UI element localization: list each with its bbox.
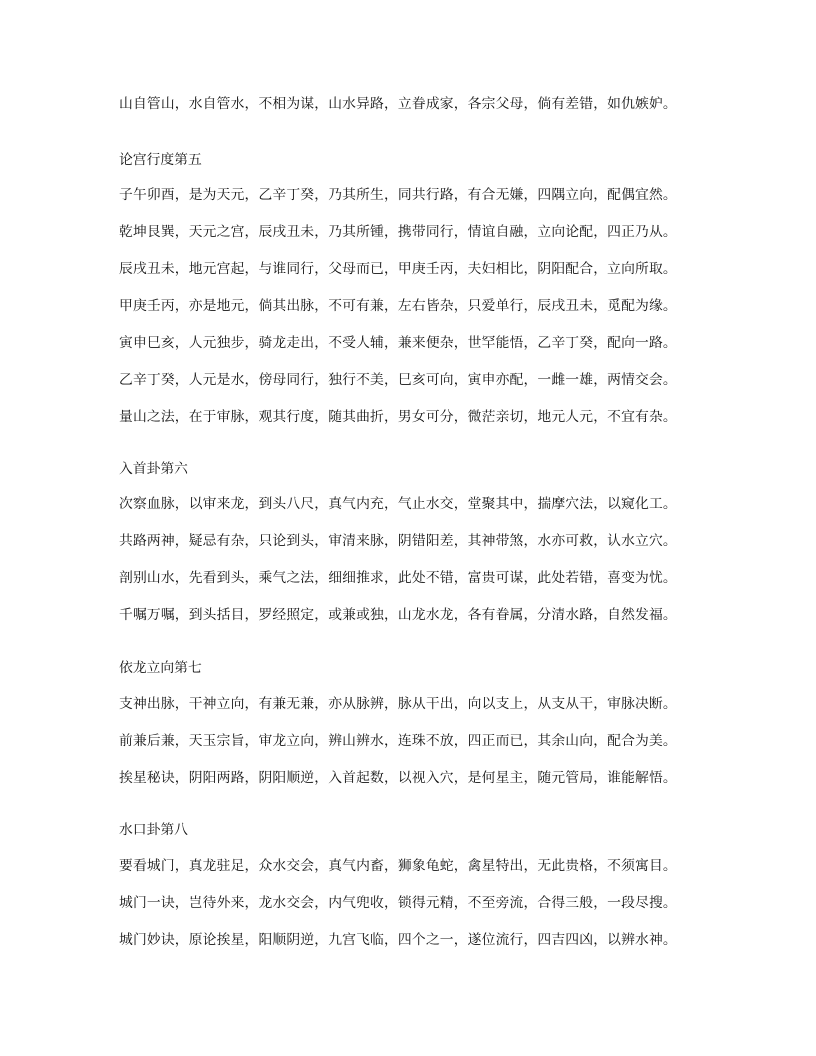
section-heading: 依龙立向第七 xyxy=(119,660,202,676)
section-heading: 水口卦第八 xyxy=(119,822,188,838)
text-line: 量山之法，在于审脉，观其行度，随其曲折，男女可分，微茫亲切，地元人元，不宜有杂。 xyxy=(119,409,677,425)
text-line: 城门妙诀，原论挨星，阳顺阴逆，九宫飞临，四个之一，遂位流行，四吉四凶，以辨水神。 xyxy=(119,932,677,948)
section-heading: 论宫行度第五 xyxy=(119,152,202,168)
text-line: 千嘱万嘱，到头括目，罗经照定，或兼或独，山龙水龙，各有眷属，分清水路，自然发福。 xyxy=(119,607,677,623)
text-line: 挨星秘诀，阴阳两路，阴阳顺逆，入首起数，以视入穴，是何星主，随元管局，谁能解悟。 xyxy=(119,770,677,786)
section-heading: 入首卦第六 xyxy=(119,461,188,477)
intro-paragraph: 山自管山，水自管水，不相为谋，山水异路，立眷成家，各宗父母，倘有差错，如仇嫉妒。 xyxy=(119,96,677,112)
text-line: 子午卯酉，是为天元，乙辛丁癸，乃其所生，同共行路，有合无嫌，四隅立向，配偶宜然。 xyxy=(119,187,677,203)
text-line: 前兼后兼，天玉宗旨，审龙立向，辨山辨水，连珠不放，四正而已，其余山向，配合为美。 xyxy=(119,733,677,749)
text-line: 寅申巳亥，人元独步，骑龙走出，不受人辅，兼来便杂，世罕能悟，乙辛丁癸，配向一路。 xyxy=(119,335,677,351)
text-line: 辰戌丑未，地元宫起，与谁同行，父母而已，甲庚壬丙，夫妇相比，阴阳配合，立向所取。 xyxy=(119,261,677,277)
text-line: 城门一诀，岂待外来，龙水交会，内气兜收，锁得元精，不至旁流，合得三般，一段尽搜。 xyxy=(119,895,677,911)
text-line: 剖别山水，先看到头，乘气之法，细细推求，此处不错，富贵可谋，此处若错，喜变为忧。 xyxy=(119,570,677,586)
text-line: 支神出脉，干神立向，有兼无兼，亦从脉辨，脉从干出，向以支上，从支从干，审脉决断。 xyxy=(119,696,677,712)
text-line: 共路两神，疑忌有杂，只论到头，审清来脉，阴错阳差，其神带煞，水亦可救，认水立穴。 xyxy=(119,533,677,549)
text-line: 次察血脉，以审来龙，到头八尺，真气内充，气止水交，堂聚其中，揣摩穴法，以窥化工。 xyxy=(119,496,677,512)
text-line: 乾坤艮巽，天元之宫，辰戌丑未，乃其所锺，携带同行，情谊自融，立向论配，四正乃从。 xyxy=(119,224,677,240)
text-line: 乙辛丁癸，人元是水，傍母同行，独行不美，巳亥可向，寅申亦配，一雌一雄，两情交会。 xyxy=(119,372,677,388)
text-line: 甲庚壬丙，亦是地元，倘其出脉，不可有兼，左右皆杂，只爱单行，辰戌丑未，觅配为缘。 xyxy=(119,298,677,314)
text-line: 要看城门，真龙驻足，众水交会，真气内畜，狮象龟蛇，禽星特出，无此贵格，不须寓目。 xyxy=(119,858,677,874)
